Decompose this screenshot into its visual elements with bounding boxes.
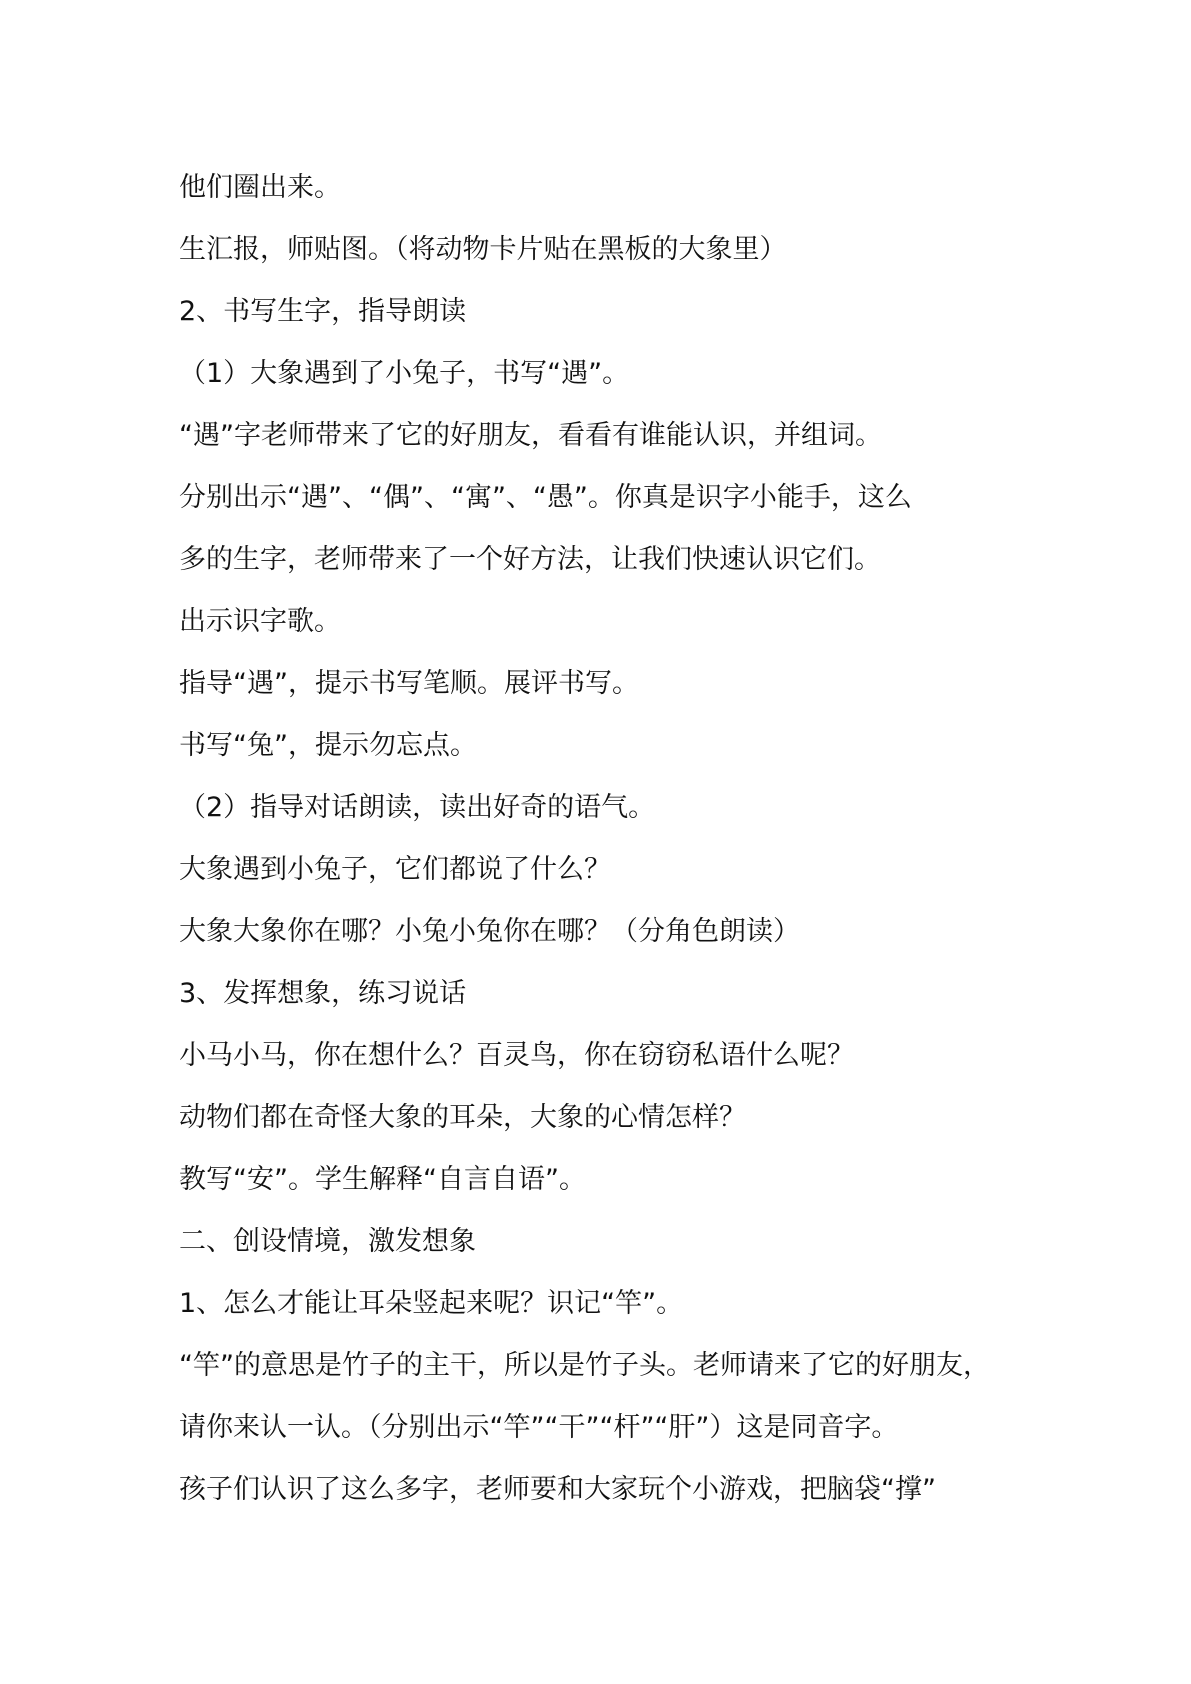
text-line: （2）指导对话朗读，读出好奇的语气。: [179, 792, 656, 823]
text-line: 动物们都在奇怪大象的耳朵，大象的心情怎样？: [179, 1102, 746, 1133]
text-line: 3、发挥想象，练习说话: [179, 978, 467, 1009]
text-line: 二、创设情境，激发想象: [179, 1226, 476, 1257]
text-line: 书写“兔”，提示勿忘点。: [179, 730, 477, 761]
text-line: 大象遇到小兔子，它们都说了什么？: [179, 854, 611, 885]
text-line: 指导“遇”，提示书写笔顺。展评书写。: [179, 668, 639, 699]
text-line: 2、书写生字，指导朗读: [179, 296, 467, 327]
body-text: [179, 163, 1059, 1527]
text-line: （1）大象遇到了小兔子，书写“遇”。: [179, 358, 630, 389]
text-line: 1、怎么才能让耳朵竖起来呢？识记“竿”。: [179, 1288, 684, 1319]
text-line: 孩子们认识了这么多字，老师要和大家玩个小游戏，把脑袋“撑”: [179, 1474, 936, 1505]
text-line: 生汇报，师贴图。（将动物卡片贴在黑板的大象里）: [179, 234, 787, 265]
text-line: 出示识字歌。: [179, 606, 341, 637]
text-line: 请你来认一认。（分别出示“竿”“干”“杆”“肝”）这是同音字。: [179, 1412, 899, 1443]
text-line: 多的生字，老师带来了一个好方法，让我们快速认识它们。: [179, 544, 881, 575]
text-line: 教写“安”。学生解释“自言自语”。: [179, 1164, 586, 1195]
text-line: “竿”的意思是竹子的主干，所以是竹子头。老师请来了它的好朋友，: [179, 1350, 990, 1381]
text-line: “遇”字老师带来了它的好朋友，看看有谁能认识，并组词。: [179, 420, 882, 451]
text-line: 小马小马，你在想什么？百灵鸟，你在窃窃私语什么呢？: [179, 1040, 854, 1071]
text-line: 分别出示“遇”、“偶”、“寓”、“愚”。你真是识字小能手，这么: [179, 482, 912, 513]
text-line: 他们圈出来。: [179, 172, 341, 203]
text-line: 大象大象你在哪？小兔小兔你在哪？（分角色朗读）: [179, 916, 800, 947]
